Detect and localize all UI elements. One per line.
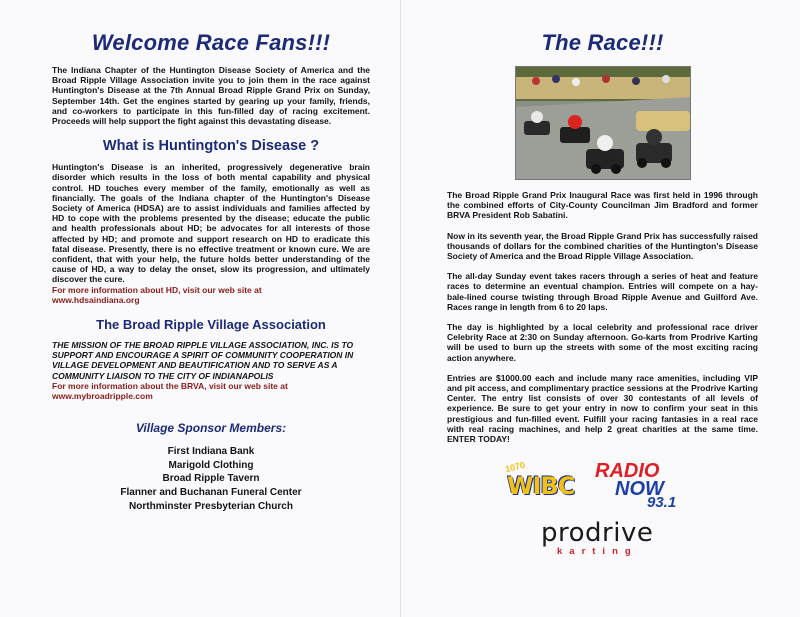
race-paragraph-1: The Broad Ripple Grand Prix Inaugural Race was first held in 1996 through the combined efforts of City-County Councilman Jim Bradford and former BRVA President Rob Sabatini. — [447, 190, 758, 221]
prodrive-word: prodrive — [541, 518, 654, 549]
sponsor-logos — [447, 456, 758, 566]
now-word: NOW — [615, 478, 664, 501]
wibc-logo — [499, 459, 575, 506]
radio-word: RADIO — [595, 460, 660, 483]
race-photo — [515, 66, 691, 180]
radio-frequency: 93.1 — [647, 494, 677, 512]
sponsor-list — [52, 445, 370, 513]
prodrive-logo — [541, 518, 661, 558]
wibc-frequency: 1070 — [504, 459, 526, 475]
welcome-body: The Indiana Chapter of the Huntington Disease Society of America and the Broad Ripple Village Association invite you to join them in the race against Huntington's Disease at the 7th Annual Broad Ripple Grand Prix on Sunday, September 14th. Get the engines started by gearing up your family, friends, and co-workers to participate in this fun-filled day of racing excitement. Proceeds will help support the fight against this devastating disease. — [52, 65, 370, 127]
brva-mission: THE MISSION OF THE BROAD RIPPLE VILLAGE ASSOCIATION, INC. IS TO SUPPORT AND ENCOURAGE A SPIRIT OF COMMUNITY COOPERATION IN VILLAGE DEVELOPMENT AND BEAUTIFICATION AND TO SERVE AS A COMMUNITY LIAISON TO THE CITY OF INDIANAPOLIS — [52, 340, 354, 381]
race-paragraph-5: Entries are $1000.00 each and include many race amenities, including VIP and pit access, and complimentary practice sessions at the Prodrive Karting Center. The entry list consists of over 30 contestants of all levels of experience. Be sure to get your entry in now to confirm your seat in this prestigious and fun-filled event. Fulfill your racing fantasies in a real race with real racing machines, and help 2 great charities at the same time. ENTER TODAY! — [447, 372, 758, 445]
brva-title: The Broad Ripple Village Association — [96, 317, 326, 333]
brva-link-text: For more information about the BRVA, visit our web site at — [52, 380, 288, 391]
race-paragraph-2: Now in its seventh year, the Broad Ripple Grand Prix has successfully raised thousands of dollars for the combined charities of the Huntington's Disease Society of America and the Broad Ripple Village Association. — [447, 230, 758, 262]
hd-body: Huntington's Disease is an inherited, progressively degenerative brain disorder which results in the loss of both mental capability and physical control. HD touches every member of the family, emotionally as well as financially. The goals of the Indiana chapter of the Huntington's Disease Society of America (HDSA) are to assist individuals and families affected by HD to cope with the problems presented by the disease; educate the public and health professionals about HD; be advocates for all interests of those affected by HD; and promote and support research on HD to eradicate this fatal disease. Presently, there is no effective treatment or known cure. We are confident, that with your help, the future holds better understanding of the cause of HD, a way to delay the onset, slow its progression, and ultimately discover the cure. — [52, 162, 370, 285]
sponsor-item: Broad Ripple Tavern — [162, 473, 260, 485]
hd-title: What is Huntington's Disease ? — [102, 138, 320, 155]
race-title: The Race!!! — [541, 30, 664, 55]
sponsor-item: Flanner and Buchanan Funeral Center — [120, 487, 302, 499]
wibc-letters: WIBC — [507, 472, 575, 501]
sponsor-item: Marigold Clothing — [168, 459, 254, 471]
race-paragraph-3: The all-day Sunday event takes racers through a series of heat and feature races to determine an eventual champion. Entries will compete on a hay-bale-lined course twisting through Broad Ripple Avenue and Guilford Ave. Races range in length from 6 to 20 laps. — [447, 271, 758, 312]
radio-now-logo — [593, 458, 703, 510]
karting-word: karting — [557, 546, 638, 558]
welcome-title: Welcome Race Fans!!! — [91, 30, 331, 55]
brva-url-link[interactable]: www.mybroadripple.com — [52, 391, 153, 402]
sponsor-item: Northminster Presbyterian Church — [129, 500, 293, 512]
hd-url-link[interactable]: www.hdsaindiana.org — [52, 294, 140, 305]
sponsors-title: Village Sponsor Members: — [135, 421, 287, 436]
race-paragraph-4: The day is highlighted by a local celebrity and professional race driver Celebrity Race at 2:30 on Sunday afternoon. Go-karts from Prodrive Karting will be used to burn up the streets with some of the most exciting racing action anywhere. — [447, 322, 758, 363]
sponsor-item: First Indiana Bank — [167, 446, 255, 458]
right-panel — [400, 0, 800, 617]
hd-link-text: For more information about HD, visit our web site at — [52, 284, 262, 295]
